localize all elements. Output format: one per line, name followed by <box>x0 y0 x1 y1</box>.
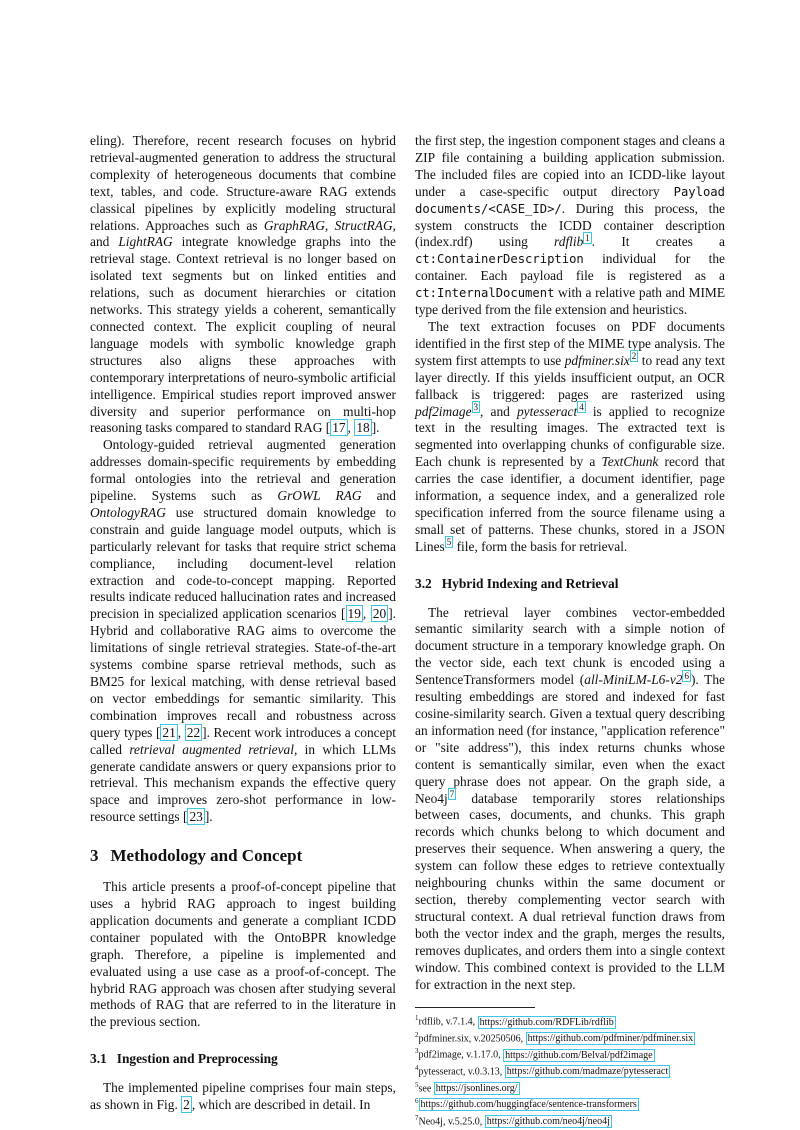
paragraph-text-extraction: The text extraction focuses on PDF documents identified in the first step of the MIME type analysis. The system first attempts to use pdfminer.six $^2$ to read any text layer directly. If this yields insufficient output, an OCR fallback is triggered: pages are rasterized using pdf2image $^3$ , and pytesseract $^4$ is applied to recognize text in the resulting images. The extracted text is segmented into overlapping chunks of configurable size. Each chunk is represented by a TextChunk record that carries the case identifier, a document identifier, page information, a sequence index, and a generalized role specification inferred from the source filename using a small set of patterns. These chunks, stored in a JSON Lines $^5$ file, form the basis for retrieval. <box>415 318 725 554</box>
footnote-item: $^6$ https://github.com/huggingface/sentence-transformers <box>415 1097 637 1111</box>
figure-link[interactable]: 2 <box>183 1097 190 1113</box>
paragraph-hybrid-indexing: The retrieval layer combines vector-embedded semantic similarity search with a simple notion of document structure in a temporary knowledge graph. On the vector side, each text chunk is encoded using a SentenceTransformers model (all-MiniLM-L6-v2 $^6$ ). The resulting embeddings are stored and indexed for fast cosine-similarity search. Given a textual query describing an information need (for instance, "application reference" or "site address"), this index returns chunks whose content is semantically similar, even when the exact query phrase does not appear. On the graph side, a Neo4j $^7$ database temporarily stores relationships between cases, documents, and chunks. This graph records which chunks belong to which document and preserves their sequence. When answering a query, the system can follow these edges to retrieve contextually neighbouring chunks within the same document or section, thereby complementing vector search with structural context. A dual retrieval function draws from both the vector index and the graph, merges the results, removes duplicates, and orders them into a single context window. This combined context is provided to the LLM for extraction in the next step. <box>415 604 726 992</box>
footnote-item: $^7$Neo4j, v.5.25.0, https://github.com/neo4j/neo4j <box>415 1113 610 1127</box>
footnote-link[interactable]: 7 <box>449 789 455 800</box>
footnote-item: $^3$pdf2image, v.1.17.0, https://github.com/Belval/pdf2image <box>415 1047 653 1061</box>
citation-link[interactable]: 22 <box>186 724 201 740</box>
footnote-url[interactable]: https://github.com/pdfminer/pdfminer.six <box>527 1033 694 1045</box>
footnote-url[interactable]: https://github.com/madmaze/pytesseract <box>506 1066 669 1078</box>
footnote-link[interactable]: 6 <box>684 670 689 681</box>
citation-link[interactable]: 17 <box>332 420 346 436</box>
footnote-link[interactable]: 4 <box>579 402 584 413</box>
subsection-heading: 3.2 Hybrid Indexing and Retrieval <box>415 575 619 591</box>
footnote-link[interactable]: 3 <box>473 402 479 413</box>
citation-link[interactable]: 21 <box>162 724 176 740</box>
footnote-link[interactable]: 5 <box>446 537 452 548</box>
footnote-url[interactable]: https://github.com/neo4j/neo4j <box>486 1115 610 1127</box>
footnote-item: $^1$rdflib, v.7.1.4, https://github.com/RDFLib/rdflib <box>415 1014 614 1028</box>
subsection-heading: 3.1 Ingestion and Preprocessing <box>90 1051 278 1067</box>
footnote-item: $^4$pytesseract, v.0.3.13, https://github.com/madmaze/pytesseract <box>415 1064 669 1078</box>
paragraph-ingestion: The implemented pipeline comprises four main steps, as shown in Fig. 2 , which are described in detail. In <box>90 1080 396 1113</box>
paragraph-hybrid-rag: eling). Therefore, recent research focuses on hybrid retrieval-augmented generation to address the structural complexity of heterogeneous documents that combine text, tables, and code. Structure-aware RAG extends classical pipelines by explicitly modeling structural relations. Approaches such as GraphRAG, StructRAG, and LightRAG integrate knowledge graphs into the retrieval stage. Context retrieval is no longer based on isolated text segments but on linked entities and relations, such as document hierarchies or citation networks. This strategy yields a coherent, semantically connected context. The explicit coupling of neural language models with symbolic knowledge graph structures also aligns these approaches with contemporary interpretations of neuro-symbolic artificial intelligence. Empirical studies report improved answer diversity and superior performance on multi-hop reasoning tasks compared to standard RAG [ 17 , 18 ]. <box>90 133 396 436</box>
footnote-url[interactable]: https://github.com/huggingface/sentence-transformers <box>420 1099 637 1111</box>
footnote-item: $^2$pdfminer.six, v.20250506, https://github.com/pdfminer/pdfminer.six <box>415 1030 694 1045</box>
citation-link[interactable]: 23 <box>189 809 203 825</box>
section-heading: 3 Methodology and Concept <box>90 846 303 866</box>
paragraph-ingestion-cont: the first step, the ingestion component stages and cleans a ZIP file containing a building application submission. The included files are copied into an ICDD-like layout under a case-specific output directory Payload documents/<CASE_ID>/. During this process, the system constructs the ICDD container description (index.rdf) using rdflib $^1$ . It creates a ct:ContainerDescription individual for the container. Each payload file is registered as a ct:InternalDocument with a relative path and MIME type derived from the file extension and heuristics. <box>415 133 725 318</box>
citation-link[interactable]: 20 <box>372 606 387 622</box>
footnote-url[interactable]: https://github.com/RDFLib/rdflib <box>479 1016 614 1028</box>
footnote-url[interactable]: https://jsonlines.org/ <box>435 1082 518 1094</box>
paragraph-methodology: This article presents a proof-of-concept pipeline that uses a hybrid RAG approach to ingest building application documents and generate a compliant ICDD container populated with the OntoBPR knowledge graph. Therefore, a pipeline is implemented and evaluated using a use case as a proof-of-concept. The hybrid RAG approach was chosen after studying several methods of RAG that are referred to in the literature in the previous section. <box>90 879 396 1030</box>
citation-link[interactable]: 19 <box>347 606 361 622</box>
right-column <box>415 133 725 1128</box>
footnote-link[interactable]: 1 <box>585 232 590 243</box>
footnotes <box>415 1007 694 1128</box>
footnote-link[interactable]: 2 <box>631 351 637 362</box>
left-column <box>90 133 396 1114</box>
paragraph-ontology-rag: Ontology-guided retrieval augmented generation addresses domain-specific requirements by embedding formal ontologies into the retrieval and generation pipeline. Systems such as GrOWL RAG and OntologyRAG use structured domain knowledge to constrain and guide language model outputs, which is particularly relevant for tasks that require strict schema compliance, including document-level relation extraction and code-to-concept mapping. Reported results indicate reduced hallucination rates and increased precision in specialized application scenarios [ 19 , 20 ]. Hybrid and collaborative RAG aims to overcome the limitations of single retrieval strategies. State-of-the-art systems combine sparse retrieval methods, such as BM25 for lexical matching, with dense retrieval based on vector embeddings for semantic similarity. This combination improves recall and robustness across query types [ 21 , 22 ]. Recent work introduces a concept called retrieval augmented retrieval, in which LLMs generate candidate answers or query expansions prior to retrieval. This mechanism expands the effective query space and improves zero-shot performance in low-resource settings [ 23 ]. <box>90 437 396 825</box>
footnote-url[interactable]: https://github.com/Belval/pdf2image <box>505 1049 653 1061</box>
footnote-item: $^5$see https://jsonlines.org/ <box>415 1080 518 1094</box>
citation-link[interactable]: 18 <box>356 420 370 436</box>
